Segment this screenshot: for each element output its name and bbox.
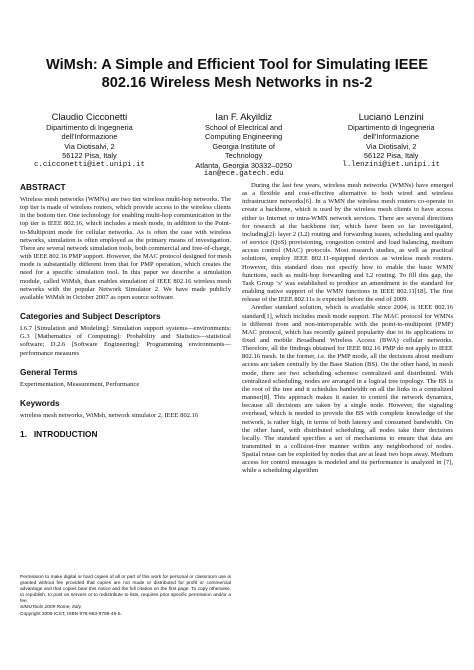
general-terms-text: Experimentation, Measurement, Performance [20, 380, 140, 388]
author-affiliation-line: Dipartimento di Ingegneria [347, 123, 435, 132]
keywords-heading: Keywords [20, 397, 60, 408]
author-name: Ian F. Akyildiz [215, 111, 273, 122]
author-affiliation-line: 56122 Pisa, Italy [62, 151, 117, 161]
venue-line: SIMUTools 2009 Rome, Italy. [20, 605, 82, 611]
author-email: l.lenzini@iet.unipi.it [342, 160, 440, 169]
permission-text: Permission to make digital or hard copies of all or part of this work for personal or classroom use is granted without fee provided that copies are not made or distributed for profit or commercial advantage and that copies bear this notice and the full citation on the first page. To copy otherwise, to republish, to post on servers or to redistribute to lists, requires prior specific permission and/or a fee. [20, 575, 231, 605]
author-affiliation-line: Computing Engineering [205, 132, 283, 142]
author-affiliation-line: Dipartimento di Ingegneria [46, 123, 133, 132]
author-3 [342, 110, 440, 179]
author-affiliation-line: dell’Informazione [61, 132, 118, 142]
author-affiliation-line: Via Diotisalvi, 2 [64, 141, 115, 151]
general-terms-heading: General Terms [20, 366, 78, 377]
intro-paragraph-1: During the last few years, wireless mesh networks (WMNs) have emerged as a flexible and cost-effective alternative to both wired and wireless infrastructure networks[6]. In a WMN the wireless mesh routers co-operate to create a backbone, which is used by the wireless mesh clients to have access either to Internet or intra-WMN network services. There are several directions for research at the backbone tier, which have been so far investigated, including[2]: layer 2 (L2) routing and forwarding issues, scheduling and quality of service (QoS) provisioning, congestion control and load balancing, medium access control (MAC) protocols. Most research studies, as well as practical solutions, employ IEEE 802.11-equipped devices as wireless mesh routers. However, this standard does not specify how to enable the basic WMN functions, such as multi-hop forwarding and L2 routing. To fill this gap, the Task Group ‘s’ was established to produce an amendment to the standard for enabling native support of the WMN functions in IEEE 802.11[18]. The first release of the IEEE 802.11s is expected before the end of 2009. [242, 182, 453, 304]
author-email: c.cicconetti@iet.unipi.it [34, 160, 145, 169]
keywords-text: wireless mesh networks, WiMsh, network simulator 2, IEEE 802.16 [20, 411, 199, 419]
author-1 [34, 110, 145, 179]
author-affiliation-line: Via Diotisalvi, 2 [366, 141, 417, 151]
abstract-heading: ABSTRACT [20, 182, 66, 192]
copyright-notice [20, 575, 231, 618]
author-email: ian@ece.gatech.edu [203, 170, 284, 179]
right-column [242, 182, 453, 476]
introduction-heading: 1. INTRODUCTION [20, 428, 98, 439]
author-affiliation-line: Technology [224, 151, 263, 161]
copyright-line: Copyright 2009 ICST, ISBN 978-963-9799-45-5. [20, 611, 122, 617]
title-line-1: WiMsh: A Simple and Efficient Tool for Simulating IEEE [45, 57, 429, 73]
categories-text: I.6.7 [Simulation and Modeling]: Simulation support systems—environments; G.3 [Mathematics of Computing]: Probability and Statistics—statistical software; D.2.6 [Software Engineering]: Programming environments—performance measures [20, 325, 231, 357]
author-name: Luciano Lenzini [358, 111, 424, 122]
author-2 [195, 110, 292, 179]
author-affiliation-line: School of Electrical and [205, 123, 283, 132]
author-affiliation-line: dell’Informazione [363, 132, 420, 142]
paper-title [20, 56, 454, 92]
author-name: Claudio Cicconetti [51, 111, 128, 122]
author-affiliation-line: 56122 Pisa, Italy [363, 151, 419, 161]
title-line-2: 802.16 Wireless Mesh Networks in ns-2 [101, 75, 373, 91]
intro-paragraph-2: Another standard solution, which is available since 2004, is IEEE 802.16 standard[1], which includes mesh mode support. The MAC protocol for WMNs is different from and non-interoperable with the point-to-multipoint (PMP) MAC protocol, which has recently gained popularity due to its applications to fixed and mobile Broadband Wireless Access (BWA) cellular networks. Therefore, all the findings obtained for IEEE 802.16 PMP do not apply to IEEE 802.16 mesh. In the former, i.e. the PMP mode, all the decisions about medium access are taken centrally by the Base Station (BS). On the other hand, in mesh mode, there are two scheduling schemes: centralized and distributed. With centralized scheduling, nodes are arranged in a logical tree topology. The BS is the root of the tree and it schedules bandwidth on all the links in a centralized manner[8]. This approach makes it easier to control the network dynamics, because all decisions are taken by a single node. However, the signaling overhead, which is needed to provide the BS with complete knowledge of the network, is rather high, in terms of both latency and consumed bandwidth. On the other hand, with distributed scheduling, all nodes take their decisions locally. The standard specifies a set of mechanisms to ensure that data are transmitted in a collision-free manner within any neighborhood of nodes. Spatial reuse can be exploited by nodes that are at least two hops away. Medium access for control messages is modeled and its performance is analyzed in [7], while a scheduling algorithm [242, 304, 453, 475]
left-column [20, 182, 231, 443]
categories-heading: Categories and Subject Descriptors [20, 311, 161, 322]
author-affiliation-line: Georgia Institute of [212, 141, 275, 151]
author-affiliation-line: Atlanta, Georgia 30332–0250 [195, 160, 292, 170]
author-block [34, 110, 440, 179]
abstract-text: Wireless mesh networks (WMNs) are two tier wireless multi-hop networks. The top tier is made of wireless routers, which provide access to the wireless clients in the bottom tier. One technology for enabling multi-hop communication in the top tier is IEEE 802.16, which includes a mesh mode, in addition to the Point-to-Multipoint mode for cellular networks. As is often the case with wireless networks, simulation is often employed as the primary means of investigation. There are several network simulation tools, both commercial and free-of-charge, with IEEE 802.16 PMP support. However, the MAC protocol designed for mesh mode is substantially different from that for PMP operation, which creates the need for a specific simulation tool. In this paper we describe a simulation module, called WiMsh, than enables simulation of IEEE 802.16 wireless mesh networks with the popular Network Simulator 2. We have made publicly available WiMsh in October 2007 as open source software. [20, 196, 231, 301]
